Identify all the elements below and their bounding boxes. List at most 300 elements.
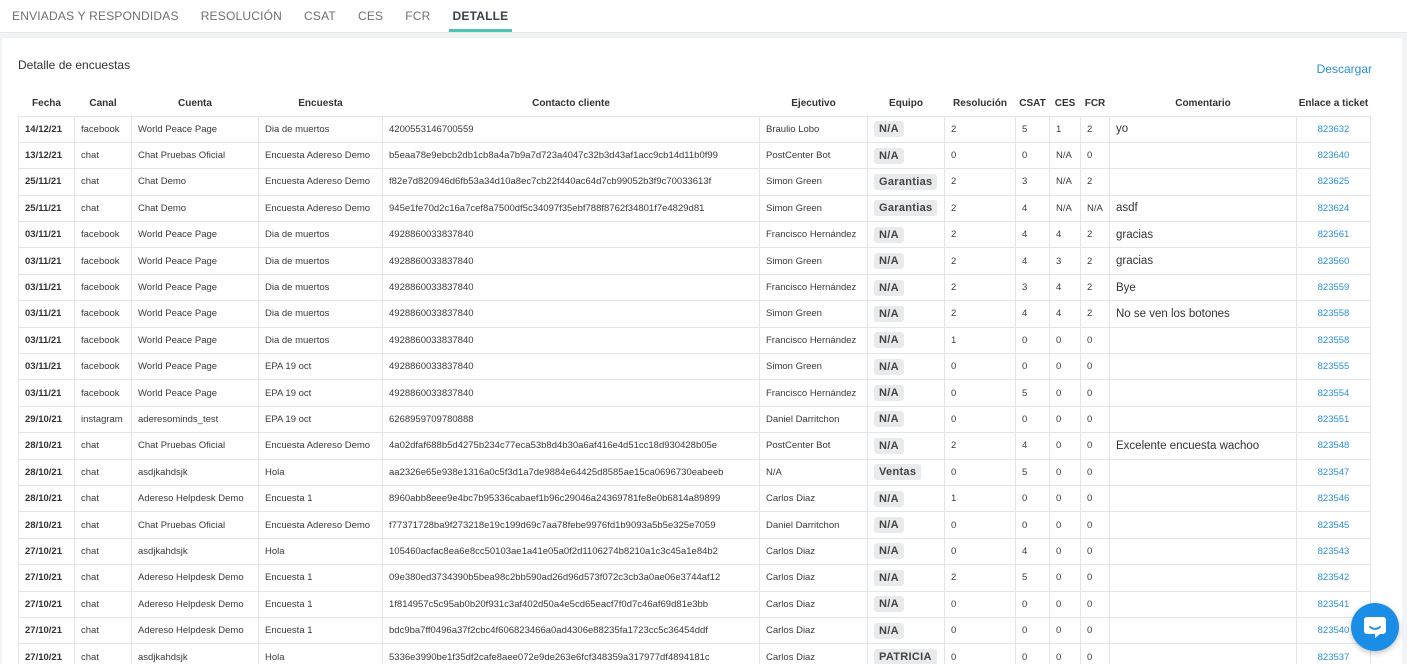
cell-encuesta: Encuesta 1 [259,617,383,643]
cell-comment [1110,617,1297,643]
team-badge: N/A [874,332,904,348]
cell-fcr: 2 [1081,274,1110,300]
cell-fecha: 27/10/21 [19,617,75,643]
cell-res: 2 [945,301,1016,327]
cell-csat: 0 [1016,485,1050,511]
cell-contacto: 4928860033837840 [383,248,760,274]
cell-canal: chat [75,459,132,485]
cell-encuesta: Encuesta Adereso Demo [259,195,383,221]
cell-csat: 3 [1016,169,1050,195]
cell-ejecutivo: Simon Green [760,195,868,221]
chat-bubble-icon [1362,614,1388,640]
cell-ces: 0 [1050,354,1081,380]
cell-canal: instagram [75,406,132,432]
cell-csat: 0 [1016,591,1050,617]
cell-fcr: 0 [1081,617,1110,643]
cell-fecha: 25/11/21 [19,169,75,195]
cell-ejecutivo: Braulio Lobo [760,116,868,142]
cell-contacto: 8960abb8eee9e4bc7b95336cabaef1b96c29046a24369781fe8e0b6814a89899 [383,485,760,511]
cell-ces: 0 [1050,538,1081,564]
cell-fcr: 0 [1081,354,1110,380]
table-row [19,142,1371,168]
team-badge: N/A [874,543,904,559]
cell-link [1297,327,1371,353]
cell-equipo [868,380,945,406]
table-row [19,380,1371,406]
cell-canal: facebook [75,222,132,248]
ticket-link[interactable]: 823537 [1317,651,1350,663]
cell-csat: 5 [1016,116,1050,142]
cell-ces: 0 [1050,327,1081,353]
cell-encuesta: Dia de muertos [259,327,383,353]
cell-cuenta: Adereso Helpdesk Demo [132,617,259,643]
cell-comment: Excelente encuesta wachoo [1110,433,1297,459]
cell-fecha: 29/10/21 [19,406,75,432]
cell-fcr: 0 [1081,459,1110,485]
cell-contacto: 4200553146700559 [383,116,760,142]
cell-ejecutivo: PostCenter Bot [760,142,868,168]
column-header[interactable]: Canal [89,98,117,110]
tab-csat[interactable]: CSAT [304,9,336,23]
cell-ces: 0 [1050,433,1081,459]
cell-encuesta: Encuesta 1 [259,485,383,511]
table-row [19,406,1371,432]
table-row [19,433,1371,459]
cell-fcr: 2 [1081,248,1110,274]
survey-detail-card [2,38,1402,664]
team-badge: N/A [874,411,904,427]
cell-res: 0 [945,512,1016,538]
cell-canal: facebook [75,380,132,406]
cell-fcr: 2 [1081,116,1110,142]
cell-ejecutivo: Carlos Diaz [760,591,868,617]
ticket-link[interactable]: 823547 [1317,466,1350,478]
team-badge: N/A [874,253,904,269]
ticket-link[interactable]: 823541 [1317,598,1350,610]
cell-equipo [868,512,945,538]
cell-link [1297,406,1371,432]
cell-fcr: 2 [1081,169,1110,195]
cell-canal: chat [75,169,132,195]
cell-cuenta: World Peace Page [132,301,259,327]
cell-cuenta: Chat Demo [132,169,259,195]
team-badge: Garantias [874,200,937,216]
cell-fecha: 27/10/21 [19,565,75,591]
cell-csat: 4 [1016,222,1050,248]
table-row [19,538,1371,564]
cell-res: 0 [945,380,1016,406]
cell-link [1297,433,1371,459]
cell-comment: Bye [1110,274,1297,300]
cell-res: 2 [945,116,1016,142]
cell-ces: 0 [1050,565,1081,591]
ticket-link[interactable]: 823558 [1317,308,1350,320]
cell-equipo [868,485,945,511]
cell-res: 2 [945,565,1016,591]
table-row [19,644,1371,664]
cell-comment [1110,327,1297,353]
column-header[interactable]: Enlace a ticket [1298,98,1369,110]
cell-comment [1110,644,1297,664]
cell-csat: 5 [1016,459,1050,485]
column-header[interactable]: Cuenta [178,98,212,110]
cell-comment [1110,485,1297,511]
ticket-link[interactable]: 823555 [1317,361,1350,373]
team-badge: N/A [874,517,904,533]
cell-link [1297,485,1371,511]
ticket-link[interactable]: 823542 [1317,572,1350,584]
cell-csat: 0 [1016,617,1050,643]
cell-equipo [868,142,945,168]
table-row [19,485,1371,511]
cell-ces: 1 [1050,116,1081,142]
cell-ejecutivo: Simon Green [760,248,868,274]
cell-ejecutivo: N/A [760,459,868,485]
cell-comment: gracias [1110,222,1297,248]
cell-contacto: 09e380ed3734390b5bea98c2bb590ad26d96d573f072c3cb3a0ae06e3744af12 [383,565,760,591]
cell-canal: chat [75,591,132,617]
cell-csat: 4 [1016,538,1050,564]
cell-link [1297,565,1371,591]
ticket-link[interactable]: 823632 [1317,123,1350,135]
cell-csat: 4 [1016,301,1050,327]
card-title: Detalle de encuestas [18,58,131,72]
ticket-link[interactable]: 823548 [1317,440,1350,452]
tab-detalle[interactable]: DETALLE [449,0,513,32]
cell-fcr: 0 [1081,142,1110,168]
table-row [19,116,1371,142]
ticket-link[interactable]: 823543 [1317,545,1350,557]
cell-res: 0 [945,591,1016,617]
cell-canal: chat [75,644,132,664]
team-badge: N/A [874,438,904,454]
table-header-row [19,92,1371,116]
cell-ejecutivo: Simon Green [760,354,868,380]
table-row [19,301,1371,327]
cell-contacto: 1f814957c5c95ab0b20f931c3af402d50a4e5cd65eacf7f0d7c46af69d81e3bb [383,591,760,617]
ticket-link[interactable]: 823546 [1317,493,1350,505]
cell-contacto: 105460acfac8ea6e8cc50103ae1a41e05a0f2d1106274b8210a1c3c45a1e84b2 [383,538,760,564]
cell-fcr: 2 [1081,222,1110,248]
cell-cuenta: aderesominds_test [132,406,259,432]
cell-canal: chat [75,433,132,459]
cell-fcr: 0 [1081,512,1110,538]
tab-enviadas-y-respondidas[interactable]: ENVIADAS Y RESPONDIDAS [12,9,179,23]
cell-ejecutivo: Carlos Diaz [760,565,868,591]
column-header[interactable]: Ejecutivo [791,98,836,110]
team-badge: N/A [874,227,904,243]
cell-fecha: 03/11/21 [19,354,75,380]
cell-ejecutivo: Francisco Hernández [760,327,868,353]
cell-ces: 0 [1050,512,1081,538]
cell-encuesta: Encuesta Adereso Demo [259,512,383,538]
cell-cuenta: Adereso Helpdesk Demo [132,565,259,591]
cell-csat: 3 [1016,274,1050,300]
cell-contacto: 4928860033837840 [383,222,760,248]
column-header[interactable]: Resolución [953,98,1007,110]
cell-cuenta: World Peace Page [132,222,259,248]
cell-comment [1110,142,1297,168]
cell-csat: 5 [1016,380,1050,406]
column-header[interactable]: Equipo [889,98,923,110]
cell-csat: 0 [1016,354,1050,380]
ticket-link[interactable]: 823640 [1317,150,1350,162]
team-badge: Garantias [874,174,937,190]
chat-widget-button[interactable] [1351,603,1399,651]
cell-comment: gracias [1110,248,1297,274]
cell-contacto: 4928860033837840 [383,354,760,380]
tab-fcr[interactable]: FCR [405,9,431,23]
cell-fecha: 27/10/21 [19,644,75,664]
cell-cuenta: World Peace Page [132,274,259,300]
cell-link [1297,459,1371,485]
column-header[interactable]: Fecha [32,98,61,110]
cell-equipo [868,354,945,380]
cell-cuenta: Adereso Helpdesk Demo [132,485,259,511]
ticket-link[interactable]: 823558 [1317,334,1350,346]
cell-ces: 4 [1050,301,1081,327]
cell-equipo [868,327,945,353]
cell-ejecutivo: Francisco Hernández [760,222,868,248]
cell-res: 0 [945,538,1016,564]
column-header[interactable]: Contacto cliente [532,98,610,110]
tab-resolución[interactable]: RESOLUCIÓN [200,9,283,23]
cell-csat: 4 [1016,433,1050,459]
cell-ejecutivo: Daniel Darritchon [760,406,868,432]
cell-canal: facebook [75,274,132,300]
ticket-link[interactable]: 823561 [1317,229,1350,241]
cell-contacto: 4928860033837840 [383,327,760,353]
cell-encuesta: Hola [259,459,383,485]
cell-link [1297,512,1371,538]
cell-res: 1 [945,327,1016,353]
cell-link [1297,195,1371,221]
table-row [19,459,1371,485]
table-row [19,354,1371,380]
cell-canal: facebook [75,354,132,380]
cell-ejecutivo: Carlos Diaz [760,538,868,564]
cell-ces: N/A [1050,195,1081,221]
cell-encuesta: Encuesta Adereso Demo [259,169,383,195]
report-tabs [0,0,1407,33]
cell-fcr: N/A [1081,195,1110,221]
cell-ejecutivo: Francisco Hernández [760,380,868,406]
cell-res: 2 [945,195,1016,221]
cell-ejecutivo: Carlos Diaz [760,644,868,664]
ticket-link[interactable]: 823554 [1317,387,1350,399]
cell-encuesta: Encuesta Adereso Demo [259,142,383,168]
cell-comment [1110,459,1297,485]
cell-fcr: 0 [1081,591,1110,617]
cell-fcr: 0 [1081,485,1110,511]
column-header[interactable]: CES [1054,98,1076,110]
cell-csat: 0 [1016,644,1050,664]
ticket-link[interactable]: 823545 [1317,519,1350,531]
cell-contacto: 4a02dfaf688b5d4275b234c77eca53b8d4b30a6af416e4d51cc18d930428b05e [383,433,760,459]
team-badge: N/A [874,148,904,164]
cell-canal: chat [75,195,132,221]
cell-ejecutivo: PostCenter Bot [760,433,868,459]
column-header[interactable]: Comentario [1175,98,1231,110]
table-row [19,512,1371,538]
cell-fcr: 0 [1081,433,1110,459]
cell-fecha: 25/11/21 [19,195,75,221]
cell-ejecutivo: Carlos Diaz [760,617,868,643]
cell-canal: facebook [75,248,132,274]
cell-cuenta: World Peace Page [132,380,259,406]
cell-cuenta: Chat Pruebas Oficial [132,142,259,168]
cell-equipo [868,538,945,564]
cell-cuenta: World Peace Page [132,248,259,274]
cell-encuesta: Encuesta 1 [259,565,383,591]
team-badge: N/A [874,359,904,375]
cell-csat: 0 [1016,142,1050,168]
cell-fecha: 28/10/21 [19,512,75,538]
ticket-link[interactable]: 823551 [1317,413,1350,425]
cell-cuenta: asdjkahdsjk [132,538,259,564]
cell-res: 2 [945,169,1016,195]
cell-link [1297,538,1371,564]
cell-contacto: 5336e3990be1f35df2cafe8aee072e9de263e6fcf348359a317977df4894181c [383,644,760,664]
ticket-link[interactable]: 823625 [1317,176,1350,188]
cell-encuesta: Hola [259,538,383,564]
cell-fecha: 27/10/21 [19,538,75,564]
cell-equipo [868,195,945,221]
cell-fecha: 28/10/21 [19,459,75,485]
cell-equipo [868,248,945,274]
cell-csat: 4 [1016,195,1050,221]
cell-cuenta: asdjkahdsjk [132,459,259,485]
cell-fcr: 0 [1081,644,1110,664]
cell-encuesta: Dia de muertos [259,248,383,274]
cell-canal: chat [75,512,132,538]
table-row [19,274,1371,300]
cell-csat: 0 [1016,327,1050,353]
cell-link [1297,222,1371,248]
cell-ces: 0 [1050,459,1081,485]
table-row [19,169,1371,195]
cell-fcr: 0 [1081,327,1110,353]
cell-ces: 4 [1050,274,1081,300]
cell-res: 0 [945,354,1016,380]
cell-comment: No se ven los botones [1110,301,1297,327]
cell-ces: 3 [1050,248,1081,274]
download-button[interactable]: Descargar [1316,62,1372,76]
cell-ces: 0 [1050,644,1081,664]
cell-res: 0 [945,406,1016,432]
cell-equipo [868,617,945,643]
ticket-link[interactable]: 823559 [1317,282,1350,294]
cell-cuenta: World Peace Page [132,327,259,353]
cell-encuesta: Encuesta 1 [259,591,383,617]
cell-link [1297,354,1371,380]
cell-link [1297,380,1371,406]
team-badge: PATRICIA [874,649,937,664]
cell-link [1297,274,1371,300]
team-badge: N/A [874,623,904,639]
team-badge: N/A [874,491,904,507]
column-header[interactable]: CSAT [1019,98,1046,110]
cell-contacto: 4928860033837840 [383,274,760,300]
cell-contacto: f82e7d820946d6fb53a34d10a8ec7cb22f440ac64d7cb99052b3f9c70033613f [383,169,760,195]
ticket-link[interactable]: 823560 [1317,255,1350,267]
cell-ejecutivo: Carlos Diaz [760,485,868,511]
cell-cuenta: asdjkahdsjk [132,644,259,664]
cell-equipo [868,169,945,195]
cell-encuesta: Dia de muertos [259,222,383,248]
cell-encuesta: Dia de muertos [259,116,383,142]
ticket-link[interactable]: 823624 [1317,202,1350,214]
column-header[interactable]: FCR [1084,98,1106,110]
team-badge: N/A [874,385,904,401]
table-row [19,617,1371,643]
cell-encuesta: EPA 19 oct [259,380,383,406]
cell-fecha: 28/10/21 [19,433,75,459]
cell-canal: facebook [75,116,132,142]
cell-res: 2 [945,248,1016,274]
table-row [19,327,1371,353]
cell-ces: 0 [1050,485,1081,511]
cell-cuenta: Chat Pruebas Oficial [132,433,259,459]
cell-res: 2 [945,433,1016,459]
cell-contacto: aa2326e65e938e1316a0c5f3d1a7de9884e64425d8585ae15ca0696730eabeeb [383,459,760,485]
cell-fecha: 03/11/21 [19,327,75,353]
tab-ces[interactable]: CES [357,9,384,23]
cell-cuenta: World Peace Page [132,116,259,142]
cell-contacto: b5eaa78e9ebcb2db1cb8a4a7b9a7d723a4047c32b3d43af1acc9cb14d11b0f99 [383,142,760,168]
cell-ces: 4 [1050,222,1081,248]
cell-equipo [868,301,945,327]
cell-canal: chat [75,142,132,168]
cell-contacto: 6268959709780888 [383,406,760,432]
cell-cuenta: Adereso Helpdesk Demo [132,591,259,617]
cell-canal: chat [75,617,132,643]
team-badge: N/A [874,121,904,137]
cell-fcr: 2 [1081,301,1110,327]
cell-link [1297,116,1371,142]
cell-equipo [868,565,945,591]
team-badge: N/A [874,306,904,322]
cell-encuesta: Encuesta Adereso Demo [259,433,383,459]
ticket-link[interactable]: 823540 [1317,625,1350,637]
cell-encuesta: Dia de muertos [259,301,383,327]
cell-fecha: 03/11/21 [19,380,75,406]
cell-comment [1110,406,1297,432]
cell-csat: 0 [1016,512,1050,538]
cell-ces: 0 [1050,380,1081,406]
team-badge: N/A [874,596,904,612]
cell-equipo [868,644,945,664]
cell-canal: facebook [75,327,132,353]
cell-fecha: 13/12/21 [19,142,75,168]
cell-canal: facebook [75,301,132,327]
cell-contacto: f77371728ba9f273218e19c199d69c7aa78febe9976fd1b9093a5b5e325e7059 [383,512,760,538]
cell-equipo [868,116,945,142]
cell-ces: N/A [1050,169,1081,195]
table-row [19,195,1371,221]
cell-contacto: bdc9ba7ff0496a37f2cbc4f606823466a0ad4306e88235fa1723cc5c36454ddf [383,617,760,643]
cell-fecha: 03/11/21 [19,274,75,300]
cell-equipo [868,222,945,248]
cell-fecha: 28/10/21 [19,485,75,511]
table-row [19,248,1371,274]
column-header[interactable]: Encuesta [298,98,343,110]
cell-cuenta: Chat Demo [132,195,259,221]
cell-ejecutivo: Daniel Darritchon [760,512,868,538]
cell-ces: 0 [1050,617,1081,643]
cell-equipo [868,459,945,485]
cell-canal: chat [75,485,132,511]
